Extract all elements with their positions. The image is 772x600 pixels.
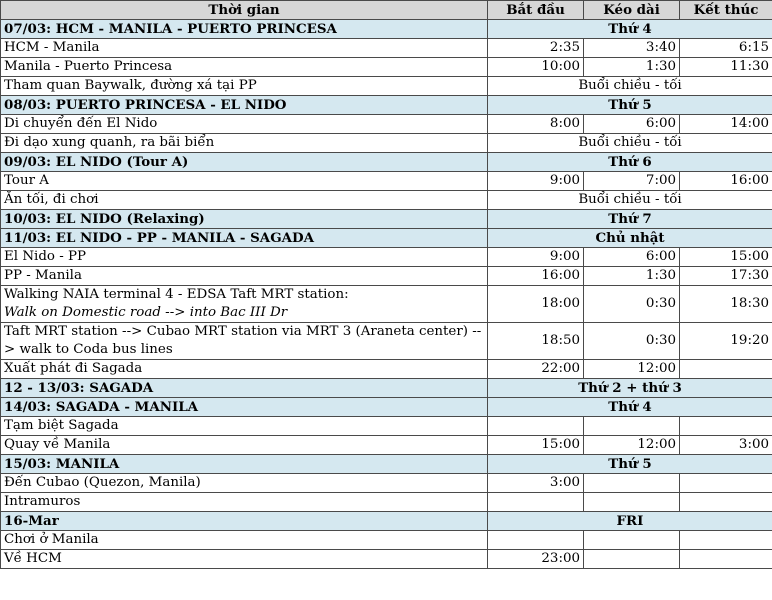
section-day: Thứ 5 (488, 455, 772, 474)
section-day: Chủ nhật (488, 229, 772, 248)
activity-cell (1, 436, 488, 455)
section-header-row (1, 229, 772, 248)
activity-name: Về HCM (4, 551, 62, 566)
activity-cell (1, 531, 488, 550)
itinerary-body (1, 20, 772, 569)
activity-cell (1, 474, 488, 493)
duration: 6:00 (584, 115, 680, 134)
schedule-row (1, 267, 772, 286)
end-time (680, 550, 772, 569)
schedule-row (1, 115, 772, 134)
section-title: 10/03: EL NIDO (Relaxing) (1, 210, 488, 229)
header-end: Kết thúc (680, 1, 772, 20)
duration: 0:30 (584, 286, 680, 323)
header-time: Thời gian (1, 1, 488, 20)
schedule-row (1, 286, 772, 323)
schedule-row (1, 77, 772, 96)
start-time: 22:00 (488, 360, 584, 379)
activity-cell (1, 191, 488, 210)
schedule-row (1, 58, 772, 77)
activity-name: Chơi ở Manila (4, 532, 99, 547)
activity-name: Intramuros (4, 494, 81, 509)
section-day: Thứ 6 (488, 153, 772, 172)
section-title: 07/03: HCM - MANILA - PUERTO PRINCESA (1, 20, 488, 39)
activity-cell (1, 39, 488, 58)
duration (584, 550, 680, 569)
start-time: 2:35 (488, 39, 584, 58)
schedule-row (1, 323, 772, 360)
activity-note: Walk on Domestic road --> into Bac III Dr (4, 305, 288, 320)
header-row (1, 1, 772, 20)
section-day: Thứ 7 (488, 210, 772, 229)
section-title: 15/03: MANILA (1, 455, 488, 474)
header-duration: Kéo dài (584, 1, 680, 20)
schedule-row (1, 531, 772, 550)
end-time (680, 493, 772, 512)
section-header-row (1, 398, 772, 417)
start-time: 16:00 (488, 267, 584, 286)
schedule-row (1, 417, 772, 436)
section-title: 08/03: PUERTO PRINCESA - EL NIDO (1, 96, 488, 115)
end-time: 16:00 (680, 172, 772, 191)
end-time (680, 531, 772, 550)
section-header-row (1, 20, 772, 39)
start-time: 15:00 (488, 436, 584, 455)
section-day: Thứ 4 (488, 398, 772, 417)
duration: 3:40 (584, 39, 680, 58)
start-time: 18:00 (488, 286, 584, 323)
activity-name: Đến Cubao (Quezon, Manila) (4, 475, 201, 490)
time-of-day: Buổi chiều - tối (488, 191, 772, 210)
section-title: 14/03: SAGADA - MANILA (1, 398, 488, 417)
start-time: 10:00 (488, 58, 584, 77)
duration: 12:00 (584, 436, 680, 455)
duration: 1:30 (584, 267, 680, 286)
section-header-row (1, 96, 772, 115)
start-time: 9:00 (488, 248, 584, 267)
schedule-row (1, 248, 772, 267)
schedule-row (1, 191, 772, 210)
activity-cell (1, 550, 488, 569)
activity-cell (1, 77, 488, 96)
duration: 7:00 (584, 172, 680, 191)
start-time: 3:00 (488, 474, 584, 493)
section-title: 09/03: EL NIDO (Tour A) (1, 153, 488, 172)
activity-name: Tour A (4, 173, 49, 188)
section-header-row (1, 153, 772, 172)
section-day: Thứ 2 + thứ 3 (488, 379, 772, 398)
activity-cell (1, 323, 488, 360)
start-time (488, 493, 584, 512)
start-time: 23:00 (488, 550, 584, 569)
section-header-row (1, 210, 772, 229)
end-time: 19:20 (680, 323, 772, 360)
activity-name: Walking NAIA terminal 4 - EDSA Taft MRT station: (4, 287, 349, 302)
start-time (488, 531, 584, 550)
activity-name: Tạm biệt Sagada (4, 418, 119, 433)
activity-cell (1, 134, 488, 153)
activity-cell (1, 248, 488, 267)
activity-cell (1, 172, 488, 191)
schedule-row (1, 360, 772, 379)
activity-cell (1, 267, 488, 286)
section-day: FRI (488, 512, 772, 531)
section-title: 12 - 13/03: SAGADA (1, 379, 488, 398)
end-time: 14:00 (680, 115, 772, 134)
end-time (680, 474, 772, 493)
activity-name: Manila - Puerto Princesa (4, 59, 173, 74)
end-time: 6:15 (680, 39, 772, 58)
end-time (680, 360, 772, 379)
schedule-row (1, 172, 772, 191)
duration: 6:00 (584, 248, 680, 267)
section-header-row (1, 455, 772, 474)
end-time: 3:00 (680, 436, 772, 455)
section-header-row (1, 379, 772, 398)
activity-cell (1, 286, 488, 323)
activity-name: Đi dạo xung quanh, ra bãi biển (4, 135, 215, 150)
activity-name: El Nido - PP (4, 249, 87, 264)
start-time: 8:00 (488, 115, 584, 134)
duration (584, 474, 680, 493)
activity-cell (1, 493, 488, 512)
section-day: Thứ 5 (488, 96, 772, 115)
start-time (488, 417, 584, 436)
end-time: 17:30 (680, 267, 772, 286)
section-day: Thứ 4 (488, 20, 772, 39)
schedule-row (1, 39, 772, 58)
activity-name: Tham quan Baywalk, đường xá tại PP (4, 78, 257, 93)
section-header-row (1, 512, 772, 531)
end-time: 15:00 (680, 248, 772, 267)
schedule-row (1, 134, 772, 153)
end-time: 18:30 (680, 286, 772, 323)
duration: 1:30 (584, 58, 680, 77)
activity-name: HCM - Manila (4, 40, 100, 55)
duration: 0:30 (584, 323, 680, 360)
schedule-row (1, 474, 772, 493)
activity-name: Quay về Manila (4, 437, 111, 452)
activity-name: Taft MRT station --> Cubao MRT station via MRT 3 (Araneta center) --> walk to Coda bus lines (4, 324, 482, 357)
start-time: 9:00 (488, 172, 584, 191)
duration (584, 531, 680, 550)
activity-name: Xuất phát đi Sagada (4, 361, 143, 376)
time-of-day: Buổi chiều - tối (488, 134, 772, 153)
activity-cell (1, 115, 488, 134)
activity-cell (1, 417, 488, 436)
schedule-row (1, 493, 772, 512)
time-of-day: Buổi chiều - tối (488, 77, 772, 96)
activity-name: PP - Manila (4, 268, 82, 283)
schedule-row (1, 550, 772, 569)
duration (584, 493, 680, 512)
activity-name: Ăn tối, đi chơi (4, 192, 99, 207)
section-title: 16-Mar (1, 512, 488, 531)
activity-cell (1, 58, 488, 77)
activity-cell (1, 360, 488, 379)
schedule-row (1, 436, 772, 455)
start-time: 18:50 (488, 323, 584, 360)
activity-name: Di chuyển đến El Nido (4, 116, 158, 131)
end-time (680, 417, 772, 436)
header-start: Bắt đầu (488, 1, 584, 20)
duration (584, 417, 680, 436)
duration: 12:00 (584, 360, 680, 379)
end-time: 11:30 (680, 58, 772, 77)
section-title: 11/03: EL NIDO - PP - MANILA - SAGADA (1, 229, 488, 248)
